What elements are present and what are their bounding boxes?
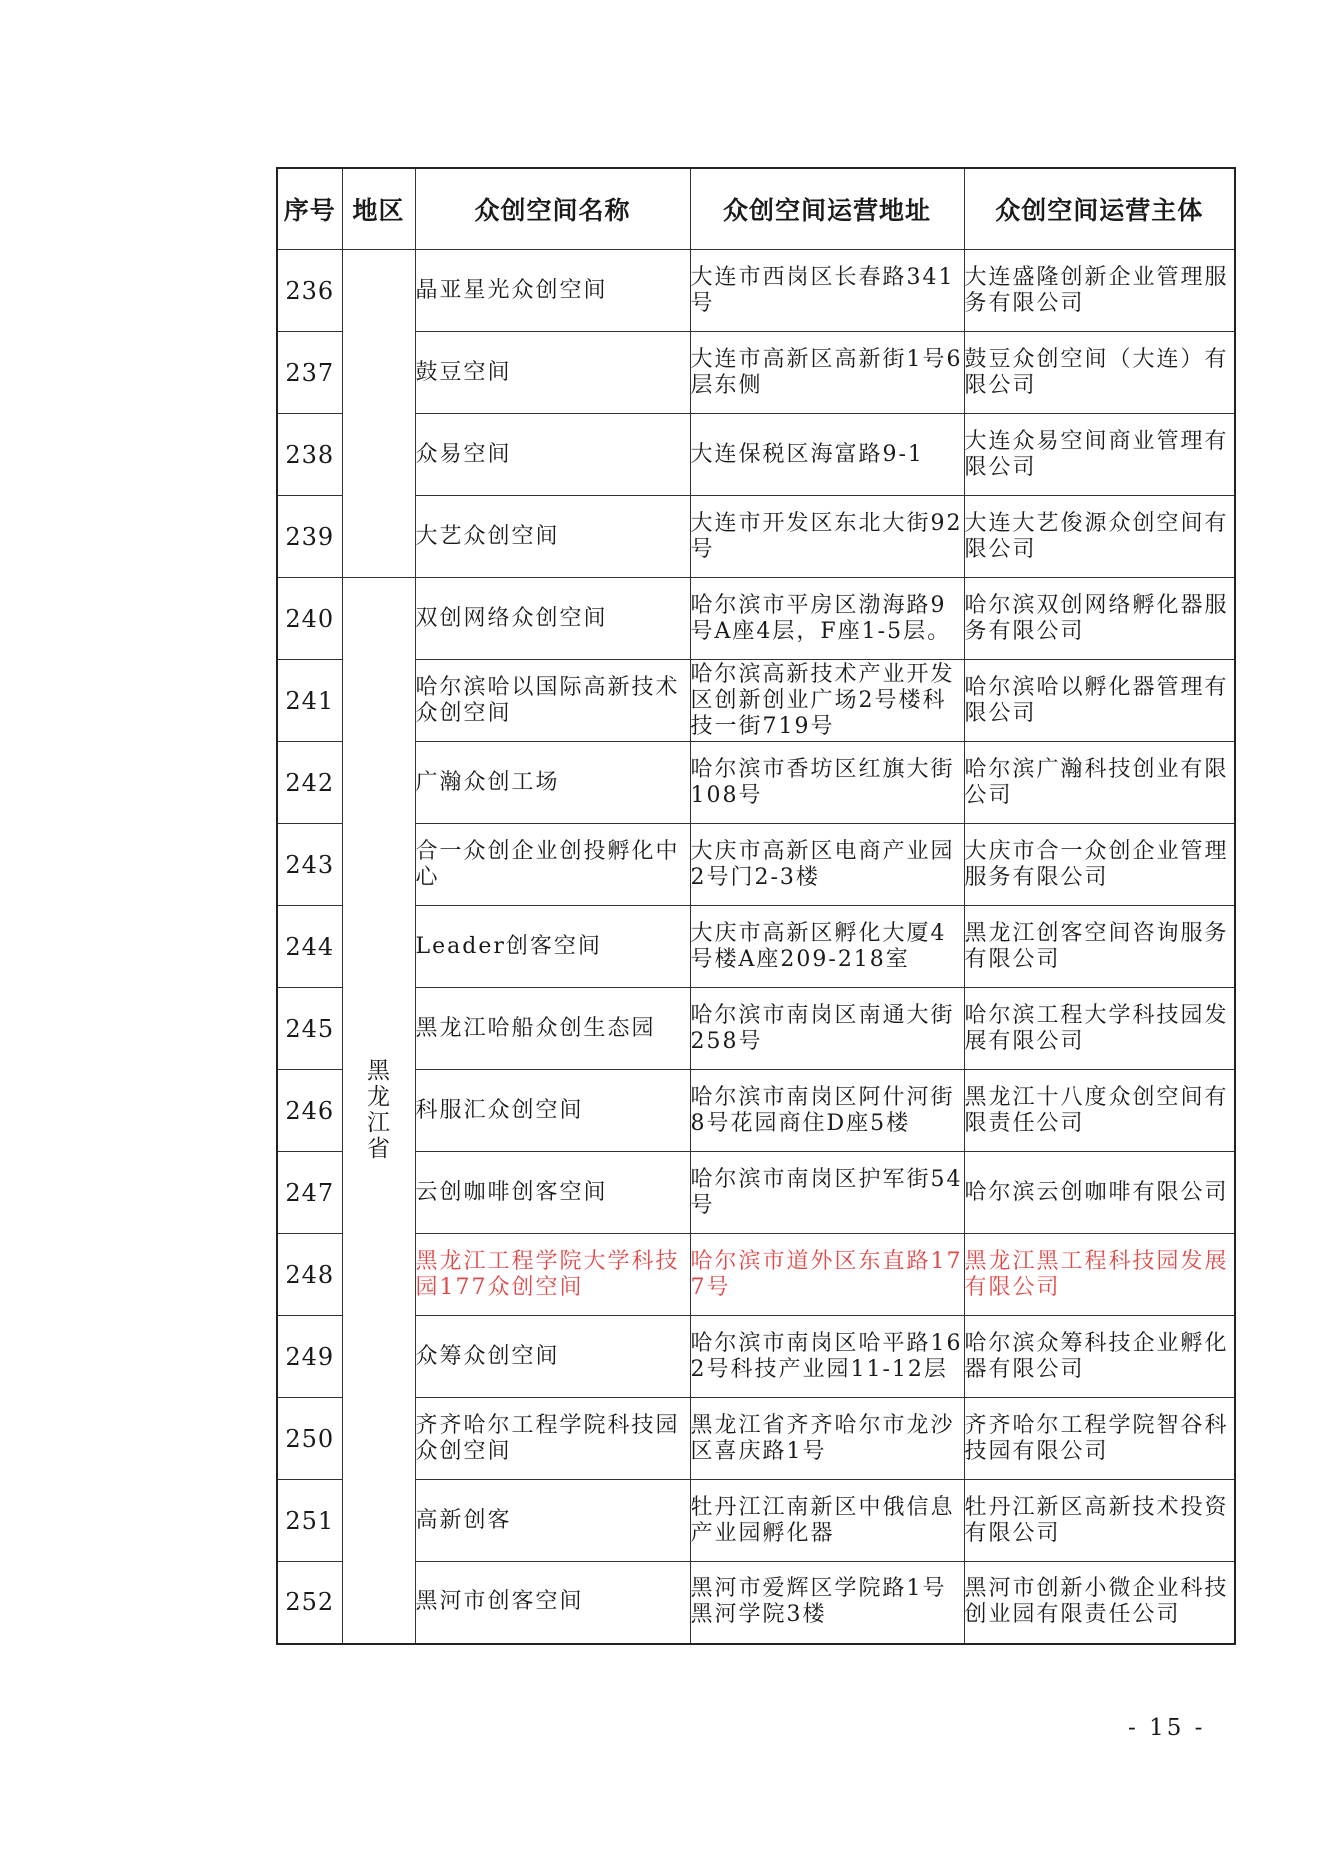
region-cell-heilongjiang: 黑龙江省 [342,578,415,1644]
address-cell: 大连市西岗区长春路341号 [690,250,964,332]
operator-cell: 黑河市创新小微企业科技创业园有限责任公司 [964,1562,1235,1644]
header-region: 地区 [342,168,415,250]
header-address: 众创空间运营地址 [690,168,964,250]
seq-cell: 240 [277,578,342,660]
header-seq: 序号 [277,168,342,250]
seq-cell: 252 [277,1562,342,1644]
table-row [277,742,1235,824]
address-cell: 哈尔滨市南岗区哈平路162号科技产业园11-12层 [690,1316,964,1398]
name-cell: 高新创客 [415,1480,690,1562]
operator-cell: 哈尔滨工程大学科技园发展有限公司 [964,988,1235,1070]
name-cell: 科服汇众创空间 [415,1070,690,1152]
operator-cell: 鼓豆众创空间（大连）有限公司 [964,332,1235,414]
seq-cell: 249 [277,1316,342,1398]
address-cell: 大庆市高新区孵化大厦4号楼A座209-218室 [690,906,964,988]
table-row [277,1398,1235,1480]
seq-cell: 250 [277,1398,342,1480]
address-cell: 哈尔滨高新技术产业开发区创新创业广场2号楼科技一街719号 [690,660,964,742]
seq-cell: 245 [277,988,342,1070]
table-header-row [277,168,1235,250]
seq-cell: 236 [277,250,342,332]
name-cell: 广瀚众创工场 [415,742,690,824]
table-row [277,578,1235,660]
name-cell: 鼓豆空间 [415,332,690,414]
seq-cell: 238 [277,414,342,496]
seq-cell: 242 [277,742,342,824]
address-cell: 牡丹江江南新区中俄信息产业园孵化器 [690,1480,964,1562]
name-cell: 大艺众创空间 [415,496,690,578]
address-cell: 哈尔滨市平房区渤海路9号A座4层，F座1-5层。 [690,578,964,660]
address-cell: 大庆市高新区电商产业园2号门2-3楼 [690,824,964,906]
header-operator: 众创空间运营主体 [964,168,1235,250]
table-row [277,250,1235,332]
seq-cell: 251 [277,1480,342,1562]
operator-cell: 大连大艺俊源众创空间有限公司 [964,496,1235,578]
name-cell: 晶亚星光众创空间 [415,250,690,332]
address-cell: 大连市开发区东北大街92号 [690,496,964,578]
address-cell: 哈尔滨市南岗区南通大街258号 [690,988,964,1070]
address-cell: 黑河市爱辉区学院路1号黑河学院3楼 [690,1562,964,1644]
operator-cell: 哈尔滨云创咖啡有限公司 [964,1152,1235,1234]
operator-cell: 黑龙江黑工程科技园发展有限公司 [964,1234,1235,1316]
operator-cell: 哈尔滨双创网络孵化器服务有限公司 [964,578,1235,660]
seq-cell: 243 [277,824,342,906]
name-cell: 云创咖啡创客空间 [415,1152,690,1234]
operator-cell: 哈尔滨哈以孵化器管理有限公司 [964,660,1235,742]
address-cell: 大连市高新区高新街1号6层东侧 [690,332,964,414]
operator-cell: 大连盛隆创新企业管理服务有限公司 [964,250,1235,332]
address-cell: 哈尔滨市南岗区护军街54号 [690,1152,964,1234]
seq-cell: 247 [277,1152,342,1234]
name-cell: 黑龙江哈船众创生态园 [415,988,690,1070]
name-cell: 众筹众创空间 [415,1316,690,1398]
table-row [277,1070,1235,1152]
operator-cell: 大连众易空间商业管理有限公司 [964,414,1235,496]
page-number: - 15 - [1128,1715,1206,1741]
address-cell: 黑龙江省齐齐哈尔市龙沙区喜庆路1号 [690,1398,964,1480]
name-cell: 黑河市创客空间 [415,1562,690,1644]
table-row [277,660,1235,742]
operator-cell: 齐齐哈尔工程学院智谷科技园有限公司 [964,1398,1235,1480]
operator-cell: 大庆市合一众创企业管理服务有限公司 [964,824,1235,906]
name-cell: 哈尔滨哈以国际高新技术众创空间 [415,660,690,742]
address-cell: 哈尔滨市香坊区红旗大街108号 [690,742,964,824]
name-cell: 双创网络众创空间 [415,578,690,660]
table-row-highlighted [277,1234,1235,1316]
operator-cell: 黑龙江十八度众创空间有限责任公司 [964,1070,1235,1152]
seq-cell: 248 [277,1234,342,1316]
table-row [277,1316,1235,1398]
table-row [277,824,1235,906]
table-row [277,1480,1235,1562]
name-cell: 黑龙江工程学院大学科技园177众创空间 [415,1234,690,1316]
seq-cell: 244 [277,906,342,988]
seq-cell: 246 [277,1070,342,1152]
operator-cell: 黑龙江创客空间咨询服务有限公司 [964,906,1235,988]
seq-cell: 237 [277,332,342,414]
operator-cell: 牡丹江新区高新技术投资有限公司 [964,1480,1235,1562]
table-row [277,332,1235,414]
seq-cell: 241 [277,660,342,742]
name-cell: 合一众创企业创投孵化中心 [415,824,690,906]
region-cell-dalian [342,250,415,578]
operator-cell: 哈尔滨广瀚科技创业有限公司 [964,742,1235,824]
name-cell: 众易空间 [415,414,690,496]
address-cell: 哈尔滨市道外区东直路177号 [690,1234,964,1316]
table-row [277,906,1235,988]
address-cell: 大连保税区海富路9-1 [690,414,964,496]
table-row [277,496,1235,578]
maker-space-table [276,167,1236,1645]
table-row [277,988,1235,1070]
table-row [277,1562,1235,1644]
name-cell: Leader创客空间 [415,906,690,988]
name-cell: 齐齐哈尔工程学院科技园众创空间 [415,1398,690,1480]
address-cell: 哈尔滨市南岗区阿什河街8号花园商住D座5楼 [690,1070,964,1152]
operator-cell: 哈尔滨众筹科技企业孵化器有限公司 [964,1316,1235,1398]
table-row [277,414,1235,496]
seq-cell: 239 [277,496,342,578]
header-name: 众创空间名称 [415,168,690,250]
table-row [277,1152,1235,1234]
